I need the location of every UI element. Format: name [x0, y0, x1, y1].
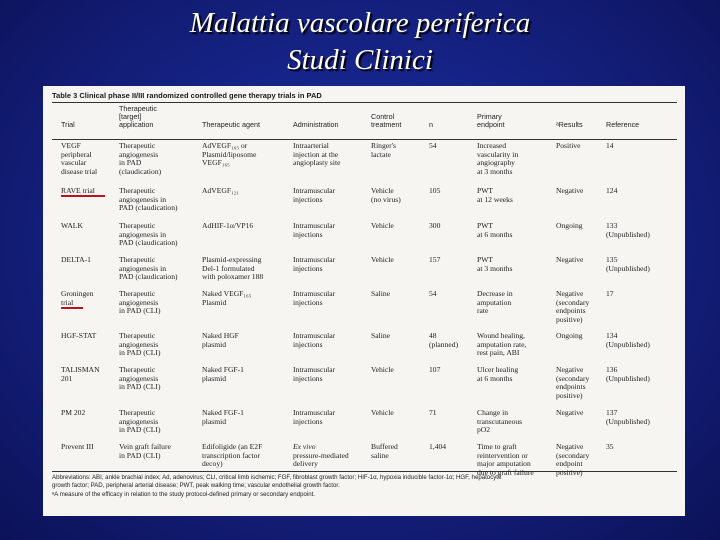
cell-results-line: Negative [556, 186, 584, 195]
header-administration-line: Administration [293, 120, 339, 130]
cell-results [556, 409, 583, 418]
cell-administration-line: injections [293, 297, 323, 307]
cell-endpoint-line: at 12 weeks [477, 194, 513, 204]
cell-agent-line: plasmid [202, 373, 227, 383]
cell-results-line: positive) [556, 390, 583, 400]
cell-results-line: Negative [556, 255, 584, 264]
cell-application [119, 222, 178, 248]
cell-endpoint-line: rest pain, ABI [477, 348, 520, 358]
cell-application [119, 443, 171, 460]
cell-trial-line: HGF-STAT [61, 331, 97, 340]
cell-agent [202, 222, 253, 231]
cell-agent-line: Naked FGF-1 [202, 408, 244, 417]
cell-administration [293, 409, 335, 426]
cell-endpoint-line: at 6 months [477, 373, 513, 383]
cell-endpoint [477, 222, 512, 239]
cell-administration-line: Ex vivo [293, 442, 316, 451]
cell-administration-line: injections [293, 373, 323, 383]
cell-application-line: Therapeutic [119, 331, 156, 340]
cell-endpoint-line: Ulcer healing [477, 365, 519, 374]
cell-control [371, 409, 394, 418]
highlight-underline [61, 307, 83, 309]
cell-endpoint [477, 409, 522, 435]
cell-n [429, 366, 440, 375]
cell-agent [202, 142, 256, 168]
header-n [429, 105, 433, 130]
cell-trial [61, 256, 91, 265]
cell-reference-line: (Unpublished) [606, 229, 650, 239]
cell-agent-line: Naked FGF-1 [202, 365, 244, 374]
cell-endpoint-line: rate [477, 306, 489, 316]
cell-trial-line: vascular [61, 158, 87, 168]
cell-endpoint-line: major amputation [477, 459, 531, 469]
cell-results-line: endpoints [556, 382, 586, 392]
header-control-line: Control [371, 112, 395, 122]
cell-n-line: 300 [429, 221, 441, 230]
cell-administration-line: injections [293, 194, 323, 204]
cell-endpoint [477, 256, 512, 273]
cell-control [371, 142, 396, 159]
header-application [119, 105, 157, 130]
cell-reference [606, 443, 614, 452]
cell-n-line: 107 [429, 365, 441, 374]
cell-reference-line: 133 [606, 221, 618, 230]
cell-agent-line: Plasmid/liposome [202, 149, 257, 159]
cell-n [429, 332, 458, 349]
cell-application-line: Therapeutic [119, 255, 156, 264]
cell-trial-line: VEGF [61, 141, 81, 150]
cell-application-line: angiogenesis in [119, 263, 167, 273]
cell-n-line: 105 [429, 186, 441, 195]
cell-n [429, 290, 437, 299]
cell-endpoint-line: reintervention or [477, 450, 528, 460]
cell-application [119, 409, 161, 435]
caption-rule [52, 102, 677, 103]
cell-n-line: (planned) [429, 339, 459, 349]
cell-n [429, 142, 437, 151]
cell-reference-line: (Unpublished) [606, 373, 650, 383]
cell-application-line: in PAD (CLI) [119, 348, 161, 358]
cell-results-line: positive) [556, 467, 583, 477]
cell-application-line: angiogenesis [119, 339, 159, 349]
header-results [556, 105, 583, 130]
cell-trial-line: Groningen [61, 289, 94, 298]
cell-reference [606, 222, 650, 239]
cell-trial-line: peripheral [61, 149, 92, 159]
cell-administration-line: pressure-mediated [293, 450, 349, 460]
cell-trial [61, 290, 93, 307]
cell-agent-line: Naked HGF [202, 331, 239, 340]
header-control [371, 105, 401, 130]
footnote-line: ᵃA measure of the efficacy in relation to the study protocol-defined primary or secondary endpoint. [52, 490, 315, 498]
cell-n-line: 1,404 [429, 442, 447, 451]
cell-application [119, 256, 178, 282]
cell-endpoint-line: Decrease in [477, 289, 513, 298]
cell-results [556, 142, 580, 151]
cell-administration-line: delivery [293, 459, 318, 469]
cell-endpoint-line: vascularity in [477, 149, 519, 159]
cell-trial [61, 142, 97, 176]
cell-application-line: Therapeutic [119, 289, 156, 298]
cell-endpoint-line: transcutaneous [477, 416, 523, 426]
cell-endpoint [477, 332, 526, 358]
cell-endpoint-line: at 6 months [477, 229, 513, 239]
table-caption: Table 3 Clinical phase II/III randomized controlled gene therapy trials in PAD [52, 91, 322, 100]
cell-administration-line: Intramuscular [293, 221, 336, 230]
cell-reference [606, 332, 650, 349]
cell-endpoint-line: Change in [477, 408, 509, 417]
cell-agent [202, 290, 251, 307]
cell-reference-line: (Unpublished) [606, 339, 650, 349]
cell-endpoint [477, 290, 513, 316]
cell-administration [293, 366, 335, 383]
cell-n [429, 187, 440, 196]
cell-results-line: Ongoing [556, 221, 583, 230]
cell-reference [606, 366, 650, 383]
cell-endpoint [477, 443, 534, 477]
cell-application-line: in PAD (CLI) [119, 382, 161, 392]
cell-administration-line: injections [293, 339, 323, 349]
cell-control-line: Vehicle [371, 221, 394, 230]
cell-agent-line: Plasmid-expressing [202, 255, 262, 264]
cell-trial-line: DELTA-1 [61, 255, 91, 264]
cell-reference [606, 409, 650, 426]
cell-trial-line: RAVE trial [61, 186, 95, 195]
cell-application-line: in PAD [119, 158, 142, 168]
cell-agent [202, 332, 239, 349]
cell-trial [61, 222, 83, 231]
cell-trial [61, 366, 100, 383]
cell-endpoint-line: amputation rate, [477, 339, 527, 349]
header-agent-line [202, 105, 260, 113]
cell-agent-line: VEGF₁₆₅ [202, 158, 230, 168]
cell-reference-line: 124 [606, 186, 618, 195]
cell-application-line: angiogenesis [119, 416, 159, 426]
cell-control-line: Vehicle [371, 186, 394, 195]
cell-trial-line: 201 [61, 373, 73, 383]
cell-control-line: Ringer's [371, 141, 396, 150]
header-application-line: application [119, 120, 154, 130]
cell-application-line: Therapeutic [119, 186, 156, 195]
cell-administration-line: Intraarterial [293, 141, 329, 150]
cell-n-line: 54 [429, 141, 437, 150]
cell-results [556, 443, 589, 477]
slide-title: Malattia vascolare periferica [189, 7, 531, 39]
cell-control [371, 222, 394, 231]
header-endpoint-line: endpoint [477, 120, 505, 130]
cell-reference [606, 142, 614, 151]
header-reference-line [606, 105, 639, 113]
cell-administration [293, 256, 335, 273]
cell-administration-line: Intramuscular [293, 186, 336, 195]
cell-application-line: (claudication) [119, 166, 162, 176]
cell-control-line: lactate [371, 149, 391, 159]
cell-trial [61, 332, 96, 341]
cell-application-line: Therapeutic [119, 408, 156, 417]
cell-control [371, 256, 394, 265]
footnote-line: Abbreviations: ABI, ankle brachial index; Ad, adenovirus; CLI, critical limb ischemic; FGF, fibroblast growth factor; HIF-1α, hypoxia inducible factor-1α; HGF, hepatocyte [52, 474, 502, 481]
cell-control-line: (no virus) [371, 194, 401, 204]
header-application-line: [target] [119, 112, 142, 122]
cell-control-line: Buffered [371, 442, 398, 451]
cell-administration [293, 187, 335, 204]
cell-agent-line: plasmid [202, 339, 227, 349]
cell-n [429, 256, 440, 265]
cell-endpoint-line: angiography [477, 158, 515, 168]
cell-control-line: Vehicle [371, 255, 394, 264]
cell-reference-line: (Unpublished) [606, 416, 650, 426]
cell-agent-line: AdVEGF₁₆₅ or [202, 141, 248, 150]
cell-agent-line: AdHIF-1α/VP16 [202, 221, 254, 230]
cell-reference-line: 137 [606, 408, 618, 417]
cell-control [371, 290, 390, 299]
cell-results-line: Positive [556, 141, 581, 150]
cell-application-line: angiogenesis [119, 297, 159, 307]
header-administration [293, 105, 339, 130]
cell-agent [202, 443, 262, 469]
cell-administration-line: Intramuscular [293, 289, 336, 298]
header-trial-line: Trial [61, 120, 75, 130]
cell-control-line: Vehicle [371, 365, 394, 374]
cell-trial-line: PM 202 [61, 408, 86, 417]
cell-agent-line: Plasmid [202, 297, 227, 307]
cell-agent [202, 366, 244, 383]
cell-administration-line: injections [293, 229, 323, 239]
cell-results [556, 290, 589, 324]
cell-application-line: in PAD (CLI) [119, 306, 161, 316]
table-image [43, 86, 685, 516]
header-agent [202, 105, 260, 130]
header-agent-line: Therapeutic agent [202, 120, 260, 130]
cell-trial-line: trial [61, 297, 74, 307]
cell-endpoint-line: Increased [477, 141, 507, 150]
cell-agent [202, 256, 263, 282]
cell-n [429, 443, 446, 452]
cell-application [119, 290, 161, 316]
cell-application-line: in PAD (CLI) [119, 450, 161, 460]
cell-administration-line: injections [293, 263, 323, 273]
table-footnotes [52, 474, 677, 499]
cell-endpoint-line: Time to graft [477, 442, 517, 451]
cell-results-line: (secondary [556, 297, 590, 307]
cell-results-line: (secondary [556, 450, 590, 460]
header-administration-line [293, 105, 339, 113]
cell-administration-line: injections [293, 416, 323, 426]
cell-agent-line: transcription factor [202, 450, 260, 460]
cell-endpoint-line: at 3 months [477, 166, 513, 176]
cell-n-line: 157 [429, 255, 441, 264]
cell-results-line: Negative [556, 289, 584, 298]
cell-results [556, 332, 583, 341]
cell-application [119, 366, 161, 392]
cell-endpoint-line: Wound healing, [477, 331, 525, 340]
cell-results-line: Negative [556, 442, 584, 451]
cell-reference-line: 135 [606, 255, 618, 264]
cell-administration-line: angioplasty site [293, 158, 341, 168]
header-application-line: Therapeutic [119, 104, 157, 113]
cell-application-line: Therapeutic [119, 221, 156, 230]
cell-trial-line: Prevent III [61, 442, 94, 451]
cell-results-line: endpoints [556, 306, 586, 316]
cell-endpoint-line: PWT [477, 221, 494, 230]
header-endpoint [477, 105, 505, 130]
header-trial-line [61, 105, 75, 113]
cell-endpoint-line: due to graft failure [477, 467, 534, 477]
cell-control-line: Vehicle [371, 408, 394, 417]
cell-application-line: angiogenesis [119, 149, 159, 159]
cell-endpoint [477, 187, 513, 204]
cell-application [119, 142, 161, 176]
cell-agent-line: with poloxamer 188 [202, 272, 264, 282]
cell-administration [293, 443, 349, 469]
cell-agent-line: Del-1 formulated [202, 263, 255, 273]
highlight-underline [61, 195, 105, 197]
cell-control [371, 366, 394, 375]
header-reference-line: Reference [606, 120, 640, 130]
cell-reference-line: 134 [606, 331, 618, 340]
cell-endpoint-line: PWT [477, 255, 494, 264]
cell-reference-line: 17 [606, 289, 614, 298]
cell-trial [61, 409, 85, 418]
cell-endpoint-line: at 3 months [477, 263, 513, 273]
cell-reference [606, 290, 614, 299]
cell-agent-line: AdVEGF₁₂₁ [202, 186, 240, 195]
cell-agent-line: Naked VEGF₁₆₅ [202, 289, 252, 298]
header-results-line [556, 105, 583, 113]
cell-endpoint [477, 142, 518, 176]
cell-application-line: PAD (claudication) [119, 272, 178, 282]
cell-administration-line: Intramuscular [293, 365, 336, 374]
cell-results-line: Ongoing [556, 331, 583, 340]
cell-reference [606, 256, 650, 273]
cell-administration-line: Intramuscular [293, 408, 336, 417]
cell-endpoint-line: pO2 [477, 425, 491, 435]
cell-results [556, 256, 583, 265]
header-results-line: ᵃResults [556, 120, 583, 130]
cell-agent-line: decoy) [202, 459, 223, 469]
cell-administration-line: Intramuscular [293, 255, 336, 264]
cell-application-line: angiogenesis [119, 373, 159, 383]
cell-endpoint-line: PWT [477, 186, 494, 195]
cell-administration [293, 222, 335, 239]
header-reference [606, 105, 639, 130]
cell-agent [202, 187, 239, 196]
cell-administration-line: injection at the [293, 149, 339, 159]
cell-administration-line: Intramuscular [293, 331, 336, 340]
cell-reference-line: 35 [606, 442, 614, 451]
cell-application-line: Therapeutic [119, 365, 156, 374]
cell-n-line: 71 [429, 408, 437, 417]
header-n-line: n [429, 120, 433, 130]
cell-trial-line: TALISMAN [61, 365, 100, 374]
cell-n [429, 409, 437, 418]
cell-results-line: Negative [556, 365, 584, 374]
cell-agent-line: Edifoligide (an E2F [202, 442, 263, 451]
cell-results-line: endpoint [556, 459, 583, 469]
cell-administration [293, 290, 335, 307]
cell-control-line: Saline [371, 289, 390, 298]
cell-reference-line: (Unpublished) [606, 263, 650, 273]
cell-results [556, 222, 583, 231]
cell-application [119, 187, 178, 213]
cell-application-line: angiogenesis in [119, 194, 167, 204]
header-rule [52, 139, 677, 140]
cell-control-line: saline [371, 450, 389, 460]
cell-results-line: (secondary [556, 373, 590, 383]
header-endpoint-line: Primary [477, 112, 502, 122]
cell-agent [202, 409, 244, 426]
slide-subtitle: Studi Clinici [287, 44, 433, 76]
cell-agent-line: plasmid [202, 416, 227, 426]
cell-control [371, 187, 401, 204]
cell-reference [606, 187, 617, 196]
cell-reference-line: 136 [606, 365, 618, 374]
cell-results [556, 187, 583, 196]
footnote-line: growth factor; PAD, peripheral arterial disease; PWT, peak walking time; vascular endothelial growth factor. [52, 482, 340, 490]
cell-application [119, 332, 161, 358]
cell-application-line: PAD (claudication) [119, 203, 178, 213]
cell-n-line: 48 [429, 331, 437, 340]
cell-control [371, 332, 390, 341]
cell-control-line: Saline [371, 331, 390, 340]
cell-control [371, 443, 398, 460]
cell-trial [61, 443, 94, 452]
cell-application-line: Therapeutic [119, 141, 156, 150]
cell-results-line: positive) [556, 314, 583, 324]
cell-application-line: angiogenesis in [119, 229, 167, 239]
cell-trial-line: disease trial [61, 166, 98, 176]
cell-application-line: PAD (claudication) [119, 238, 178, 248]
cell-endpoint [477, 366, 518, 383]
header-trial [61, 105, 75, 130]
cell-results [556, 366, 589, 400]
cell-results-line: Negative [556, 408, 584, 417]
cell-administration [293, 332, 335, 349]
header-control-line: treatment [371, 120, 402, 130]
cell-application-line: in PAD (CLI) [119, 425, 161, 435]
cell-n-line: 54 [429, 289, 437, 298]
cell-trial-line: WALK [61, 221, 83, 230]
cell-reference-line: 14 [606, 141, 614, 150]
cell-n [429, 222, 440, 231]
cell-administration [293, 142, 340, 168]
cell-endpoint-line: amputation [477, 297, 512, 307]
cell-application-line: Vein graft failure [119, 442, 171, 451]
